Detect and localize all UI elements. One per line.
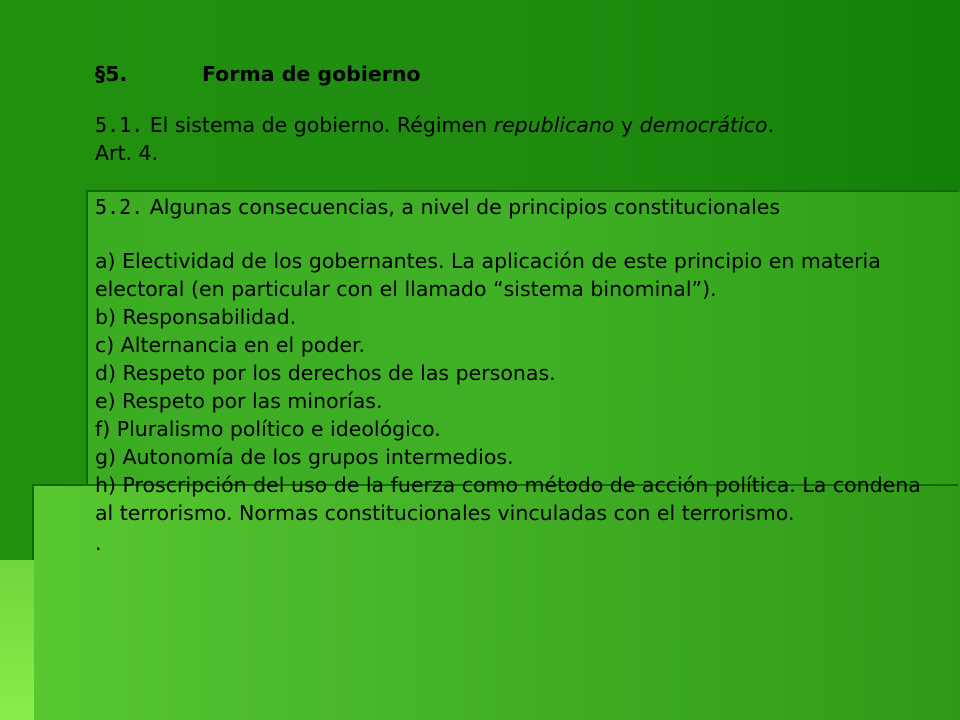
- subsection-5-1-text: El sistema de gobierno. Régimen: [143, 113, 494, 137]
- spacer: [95, 221, 925, 247]
- slide-content: [95, 60, 925, 557]
- subsection-5-2: [95, 193, 925, 221]
- article-reference: Art. 4.: [95, 141, 159, 165]
- subsection-5-1: [95, 111, 925, 139]
- principle-item-f: f) Pluralismo político e ideológico.: [95, 417, 441, 441]
- principle-item-h: h) Proscripción del uso de la fuerza como método de acción política. La condena al terrorismo. Normas constitucionales vinculadas con el terrorismo.: [95, 473, 921, 525]
- spacer: [95, 167, 925, 193]
- principle-item-g: g) Autonomía de los grupos intermedios.: [95, 445, 514, 469]
- subsection-5-1-number: 5.1.: [95, 113, 144, 137]
- trailing-dot: .: [95, 531, 102, 555]
- principle-item-c: c) Alternancia en el poder.: [95, 333, 366, 357]
- section-number: §5.: [95, 62, 128, 86]
- principle-item-d: d) Respeto por los derechos de las personas.: [95, 361, 556, 385]
- section-title: Forma de gobierno: [202, 62, 421, 86]
- subsection-5-1-period: .: [767, 113, 775, 137]
- section-heading: [95, 60, 925, 88]
- principle-item-a: a) Electividad de los gobernantes. La aplicación de este principio en materia electoral (en particular con el llamado “sistema binominal”).: [95, 249, 881, 301]
- background-left-strip: [0, 560, 34, 720]
- subsection-5-2-number: 5.2.: [95, 195, 144, 219]
- democratico-term: democrático: [639, 113, 768, 137]
- subsection-5-1-connector: y: [614, 113, 640, 137]
- republicano-term: republicano: [493, 113, 615, 137]
- principle-item-e: e) Respeto por las minorías.: [95, 389, 383, 413]
- principle-item-b: b) Responsabilidad.: [95, 305, 297, 329]
- subsection-5-2-text: Algunas consecuencias, a nivel de principios constitucionales: [143, 195, 781, 219]
